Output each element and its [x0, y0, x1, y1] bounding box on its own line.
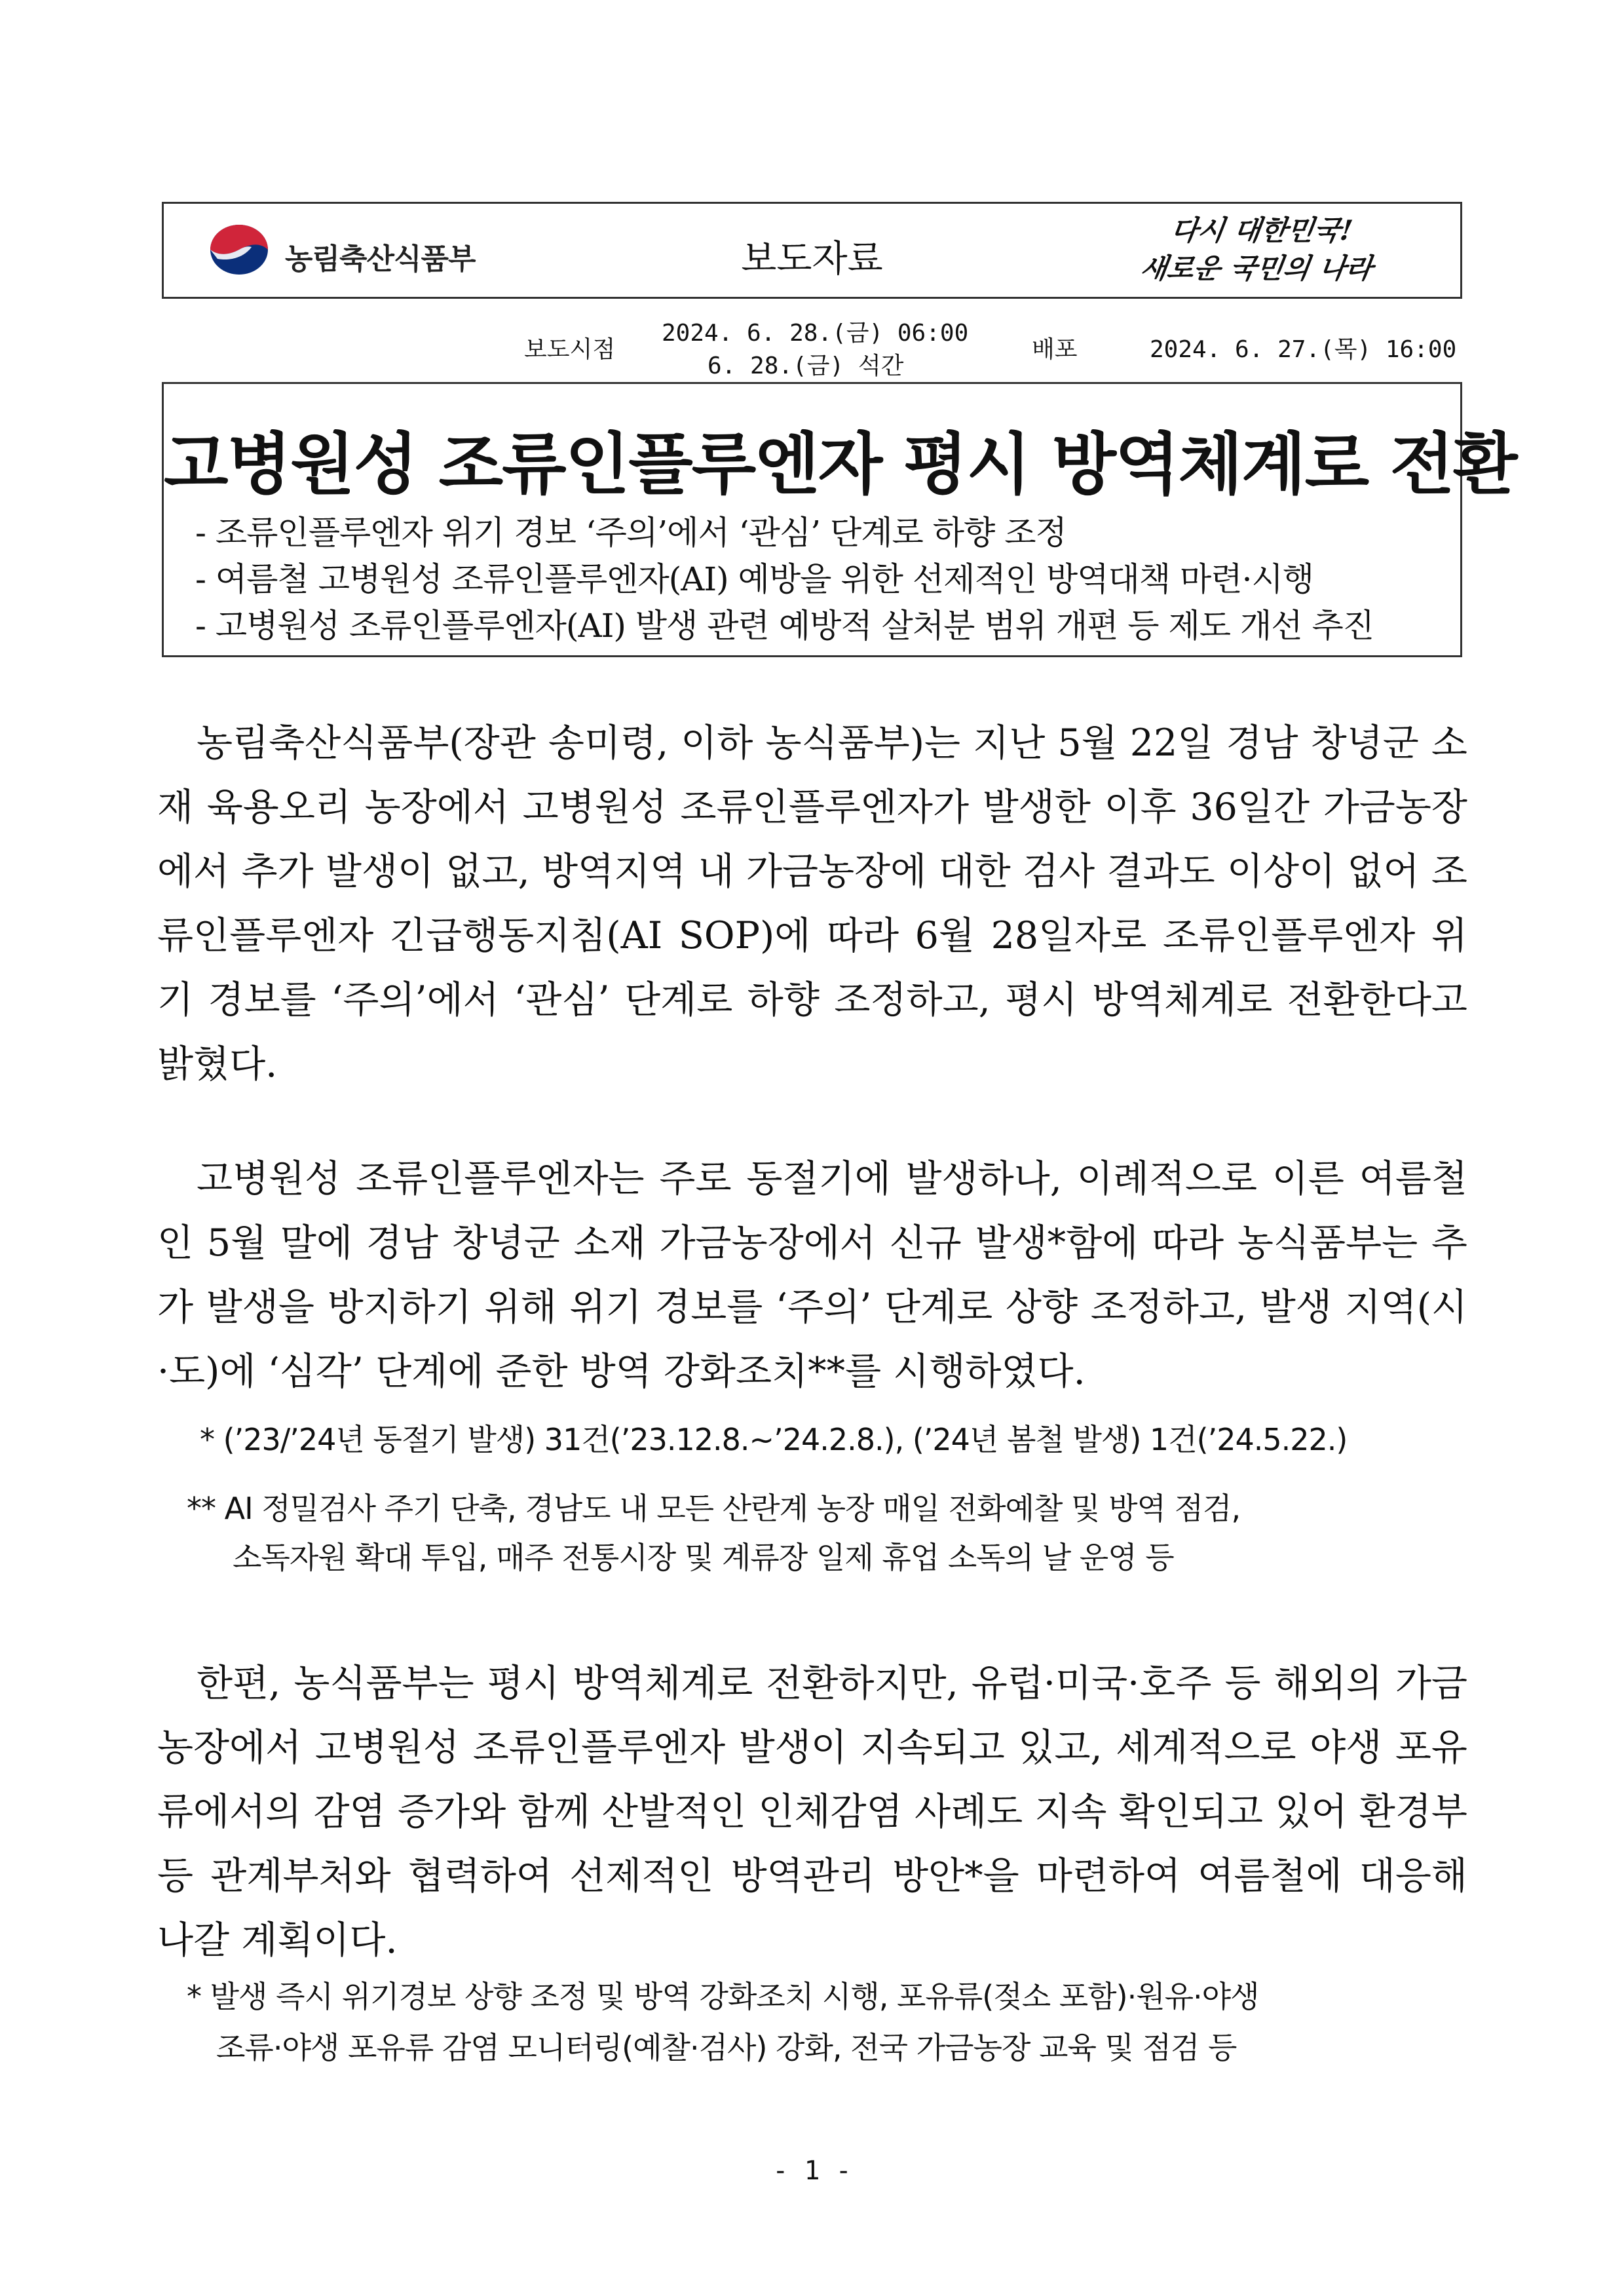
page-number: - 1 - — [772, 2156, 852, 2186]
distribution-time: 2024. 6. 27.(목) 16:00 — [1150, 336, 1457, 363]
slogan-line-1: 다시 대한민국! — [1169, 214, 1355, 246]
ministry-name: 농림축산식품부 — [285, 242, 476, 276]
paragraph-text: 농림축산식품부(장관 송미령, 이하 농식품부)는 지난 5월 22일 경남 창녕군 소재 육용오리 농장에서 고병원성 조류인플루엔자가 발생한 이후 36일간 가금농장에서 추가 발생이 없고, 방역지역 내 가금농장에 대한 검사 결과도 이상이 없어 조류인플루엔자 긴급행동지침(AI SOP)에 따라 6월 28일자로 조류인플루엔자 위기 경보를 ‘주의’에서 ‘관심’ 단계로 하향 조정하고, 평시 방역체계로 전환한다고 밝혔다. — [157, 721, 1467, 1086]
distribution-label: 배포 — [1032, 336, 1078, 363]
body-paragraph-1 — [157, 711, 1467, 1096]
slogan — [1113, 212, 1405, 288]
embargo-label: 보도시점 — [524, 336, 616, 363]
press-release-label: 보도자료 — [741, 238, 883, 280]
body-paragraph-3 — [157, 1651, 1467, 1972]
footnote-2-line-1: ** AI 정밀검사 주기 단축, 경남도 내 모든 산란계 농장 매일 전화예찰 및 방역 점검, — [187, 1491, 1241, 1526]
body-paragraph-2 — [157, 1147, 1467, 1404]
footnote-2-line-2: 소독자원 확대 투입, 매주 전통시장 및 계류장 일제 휴업 소독의 날 운영 등 — [233, 1540, 1174, 1575]
paragraph-text: 고병원성 조류인플루엔자는 주로 동절기에 발생하나, 이례적으로 이른 여름철인 5월 말에 경남 창녕군 소재 가금농장에서 신규 발생*함에 따라 농식품부는 추가 발생을 방지하기 위해 위기 경보를 ‘주의’ 단계로 상향 조정하고, 발생 지역(시·도)에 ‘심각’ 단계에 준한 방역 강화조치**를 시행하였다. — [157, 1157, 1467, 1393]
main-title: 고병원성 조류인플루엔자 평시 방역체계로 전환 — [164, 426, 1517, 504]
slogan-line-2: 새로운 국민의 나라 — [1138, 252, 1375, 284]
footnote-1: * (’23/’24년 동절기 발생) 31건(’23.12.8.~’24.2.8.), (’24년 봄철 발생) 1건(’24.5.22.) — [200, 1422, 1348, 1457]
title-box — [162, 382, 1517, 657]
press-header — [162, 202, 1462, 299]
subtitle-3: - 고병원성 조류인플루엔자(AI) 발생 관련 예방적 살처분 범위 개편 등 제도 개선 추진 — [195, 607, 1374, 645]
embargo-edition: 6. 28.(금) 석간 — [708, 353, 904, 379]
footnote-3-line-2: 조류·야생 포유류 감염 모니터링(예찰·검사) 강화, 전국 가금농장 교육 및 점검 등 — [216, 2030, 1237, 2065]
subtitle-2: - 여름철 고병원성 조류인플루엔자(AI) 예방을 위한 선제적인 방역대책 마련·시행 — [195, 560, 1314, 598]
subtitle-1: - 조류인플루엔자 위기 경보 ‘주의’에서 ‘관심’ 단계로 하향 조정 — [195, 514, 1067, 552]
embargo-time: 2024. 6. 28.(금) 06:00 — [662, 320, 969, 347]
paragraph-text: 한편, 농식품부는 평시 방역체계로 전환하지만, 유럽·미국·호주 등 해외의 가금농장에서 고병원성 조류인플루엔자 발생이 지속되고 있고, 세계적으로 야생 포유류에서의 감염 증가와 함께 산발적인 인체감염 사례도 지속 확인되고 있어 환경부 등 관계부처와 협력하여 선제적인 방역관리 방안*을 마련하여 여름철에 대응해 나갈 계획이다. — [157, 1662, 1467, 1962]
footnote-3-line-1: * 발생 즉시 위기경보 상향 조정 및 방역 강화조치 시행, 포유류(젖소 포함)·원유·야생 — [187, 1979, 1259, 2014]
